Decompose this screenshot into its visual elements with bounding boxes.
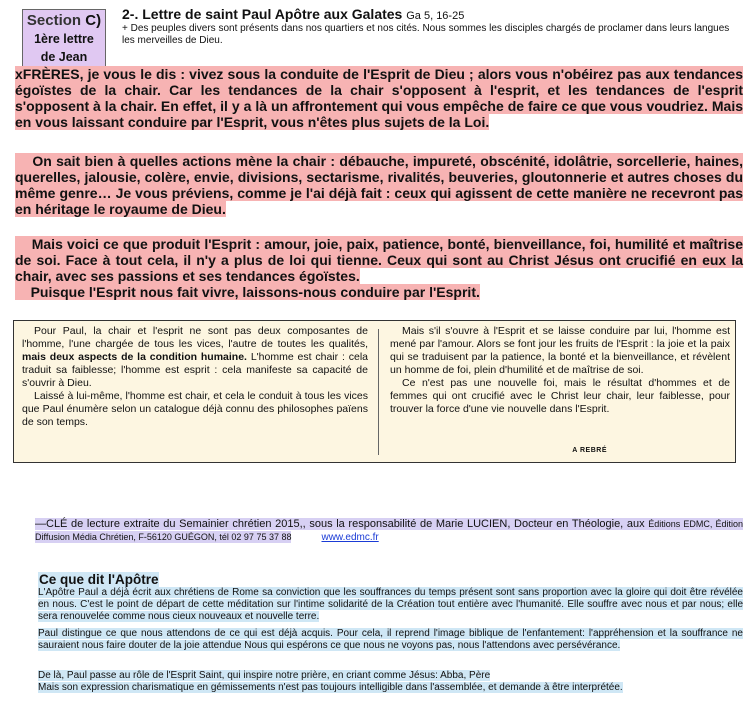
publisher-info: Éditions EDMC, Édition Diffusion Média Chrétien, F-56120 GUÉGON, tél 02 97 75 37 88 [35, 519, 743, 542]
epistle-paragraph-1: xFRÈRES, je vous le dis : vivez sous la conduite de l'Esprit de Dieu ; alors vous n'obéirez pas aux tendances égoïstes de la chair. Car les tendances de la chair s'opposent à l'esprit, et les tendances de l'esprit s'opposent à la chair. En effet, il y a là un affrontement qui vous empêche de faire ce que vous voudriez. Mais en vous laissant conduire par l'Esprit, vous n'êtes plus sujets de la Loi. [15, 66, 743, 130]
apostle-paragraph-3: De là, Paul passe au rôle de l'Esprit Saint, qui inspire notre prière, en criant comme Jésus: Abba, Père Mais son expression charismatique en gémissements n'est pas toujours intelligible dans l'assemblée, et demande à être interprétée. [38, 670, 623, 693]
commentary-signature: A REBRÉ [572, 447, 607, 454]
apostle-section-title: Ce que dit l'Apôtre [39, 572, 159, 587]
apostle-paragraph-2: Paul distingue ce que nous attendons de ce qui est déjà acquis. Pour cela, il reprend l'image biblique de l'enfantement: l'appréhension et la souffrance ne sauraient nous faire douter de la joie attendue Nous qui espérons ce que nous ne voyons pas, nous l'attendons avec persévérance. [38, 628, 743, 651]
reading-reference: Ga 5, 16-25 [406, 10, 465, 22]
commentary-box [13, 320, 736, 463]
reading-title: 2-. Lettre de saint Paul Apôtre aux Galates Ga 5, 16-25 [122, 6, 465, 22]
commentary-left-paragraph-1: Pour Paul, la chair et l'esprit ne sont pas deux composantes de l'homme, l'une chargée de tous les vices, l'autre de toutes les qualités, mais deux aspects de la condition humaine. L'homme est chair : cela traduit sa faiblesse; l'homme est esprit : cela manifeste sa capacité de s'ouvrir à Dieu. [22, 325, 368, 389]
commentary-right-paragraph-1: Mais s'il s'ouvre à l'Esprit et se laisse conduire par lui, l'homme est mené par l'amour. Alors se font jour les fruits de l'Esprit : la joie et la paix qui se traduisent par la patience, la bonté et la bienveillance, et révèlent un homme de foi, plein d'humilité et de maîtrise de soi. [390, 325, 730, 376]
section-sub-line-2: de Jean [40, 50, 88, 64]
section-label: Section C) [26, 12, 102, 29]
commentary-right-column [390, 325, 730, 416]
epistle-paragraph-2: On sait bien à quelles actions mène la chair : débauche, impureté, obscénité, idolâtrie, sorcellerie, haines, querelles, jalousie, colère, envie, divisions, sectarisme, rivalités, beuveries, gloutonnerie et autres choses du même genre… Je vous préviens, comme je l'ai déjà fait : ceux qui agissent de cette manière ne recevront pas en héritage le royaume de Dieu. [15, 153, 743, 217]
section-sub-line-1: 1ère lettre [34, 32, 94, 46]
publisher-link[interactable]: www.edmc.fr [321, 532, 379, 543]
column-divider [378, 329, 379, 455]
epistle-paragraph-3: Mais voici ce que produit l'Esprit : amour, joie, paix, patience, bonté, bienveillance, foi, humilité et maîtrise de soi. Face à tout cela, il n'y a plus de loi qui tienne. Ceux qui sont au Christ Jésus ont crucifié en eux la chair, avec ses passions et ses tendances égoïstes. Puisque l'Esprit nous fait vivre, laissons-nous conduire par l'Esprit. [15, 236, 743, 300]
reading-intro: + Des peuples divers sont présents dans nos quartiers et nos cités. Nous sommes les disciples chargés de proclamer dans leurs langues les merveilles de Dieu. [122, 23, 730, 46]
commentary-left-paragraph-2: Laissé à lui-même, l'homme est chair, et cela le conduit à tous les vices que Paul énumère selon un catalogue déjà connu des philosophes païens de son temps. [22, 390, 368, 428]
apostle-paragraph-1: L'Apôtre Paul a déjà écrit aux chrétiens de Rome sa conviction que les souffrances du temps présent sont sans proportion avec la gloire qui doit être révélée en nous. C'est le point de départ de cette méditation sur l'intime solidarité de la Création tout entière avec l'humanité. Elle souffre avec nous et par nous; elle sera renouvelée comme nous cieux nouveaux et nouvelle terre. [38, 587, 743, 622]
credit-line: —CLÉ de lecture extraite du Semainier chrétien 2015,, sous la responsabilité de Marie LUCIEN, Docteur en Théologie, aux Éditions EDMC, Édition Diffusion Média Chrétien, F-56120 GUÉGON, tél 02 97 75 37 88 www.edmc.fr [35, 518, 743, 543]
commentary-left-column [22, 325, 368, 429]
commentary-right-paragraph-2: Ce n'est pas une nouvelle foi, mais le résultat d'hommes et de femmes qui ont crucifié avec le Christ leur chair, leur faiblesse, pour trouver la force d'une vie nouvelle dans l'Esprit. [390, 377, 730, 415]
